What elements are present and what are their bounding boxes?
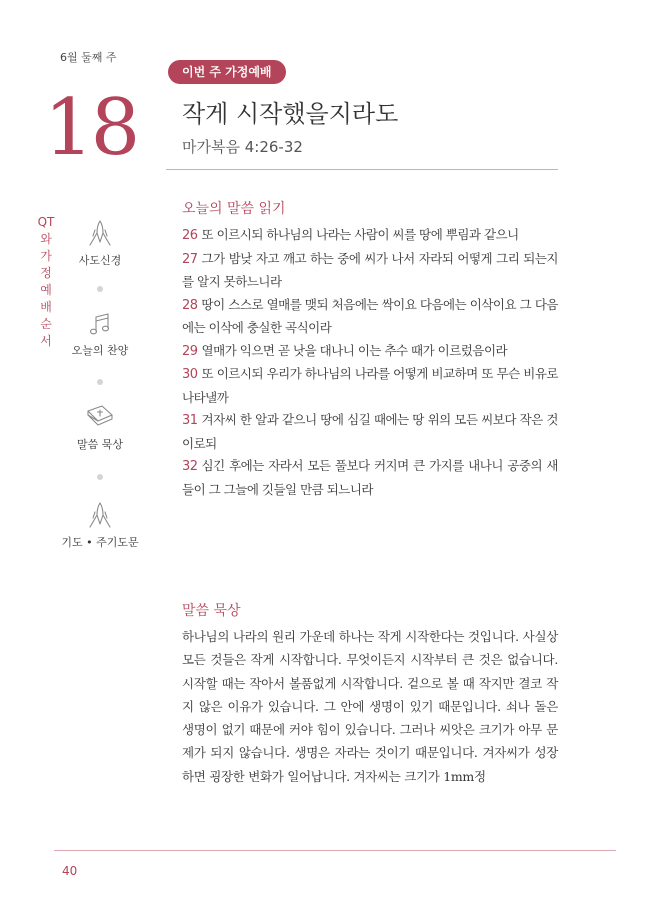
step-dot: [97, 286, 103, 292]
music-note-icon: [87, 310, 113, 338]
footer-divider: [54, 850, 616, 851]
praying-hands-icon: [87, 218, 113, 248]
verse-number: 32: [182, 459, 198, 474]
verse-item: [182, 294, 558, 340]
verse-item: [182, 340, 558, 364]
verse-text: 그가 밤낮 자고 깨고 하는 중에 씨가 나서 자라되 어떻게 그리 되는지를 알지 못하느니라: [182, 250, 558, 289]
verse-text: 또 이르시되 하나님의 나라는 사람이 씨를 땅에 뿌림과 같으니: [201, 227, 519, 242]
step-todays-hymn: [45, 310, 155, 358]
week-label: 6월 둘째 주: [60, 51, 117, 64]
verse-text: 또 이르시되 우리가 하나님의 나라를 어떻게 비교하며 또 무슨 비유로 나타낼까: [182, 366, 558, 405]
reading-heading: 오늘의 말씀 읽기: [182, 201, 286, 217]
bible-book-icon: [84, 402, 116, 432]
verse-item: [182, 248, 558, 294]
verse-number: 26: [182, 228, 198, 243]
verse-number: 30: [182, 367, 198, 382]
verse-item: [182, 409, 558, 455]
verse-text: 겨자씨 한 알과 같으니 땅에 심길 때에는 땅 위의 모든 씨보다 작은 것이로되: [182, 412, 558, 451]
verse-text: 땅이 스스로 열매를 맺되 처음에는 싹이요 다음에는 이삭이요 그 다음에는 이삭에 충실한 곡식이라: [182, 296, 558, 335]
page-title: 작게 시작했을지라도: [182, 100, 399, 128]
verse-list: [182, 224, 558, 501]
step-dot: [97, 474, 103, 480]
verse-number: 27: [182, 251, 198, 267]
step-word-meditation: [45, 402, 155, 452]
scripture-reference: 마가복음 4:26-32: [182, 138, 303, 156]
step-label: 오늘의 찬양: [71, 344, 129, 357]
step-label: 말씀 묵상: [76, 438, 123, 451]
step-apostles-creed: [45, 218, 155, 268]
verse-text: 열매가 익으면 곧 낫을 대나니 이는 추수 때가 이르렀음이라: [201, 342, 508, 358]
meditation-body: 하나님의 나라의 원리 가운데 하나는 작게 시작한다는 것입니다. 사실상 모든 것들은 작게 시작합니다. 무엇이든지 시작부터 큰 것은 없습니다. 시작할 때는 작아서 볼품없게 시작합니다. 겉으로 볼 때 작지만 결코 작지 않은 이유가 있습니다. 그 안에 생명이 있기 때문입니다. 쇠나 돌은 생명이 없기 때문에 커야 힘이 있습니다. 그러나 씨앗은 크기가 아무 문제가 되지 않습니다. 생명은 자라는 것이기 때문입니다. 겨자씨가 성장하면 굉장한 변화가 일어납니다. 겨자씨는 크기가 1mm정: [182, 629, 558, 784]
praying-hands-icon: [87, 500, 113, 530]
step-prayer-lords-prayer: [45, 500, 155, 550]
step-label: 기도 • 주기도문: [61, 536, 139, 549]
page-number: 40: [62, 864, 78, 878]
verse-number: 31: [182, 413, 198, 428]
meditation-heading: 말씀 묵상: [182, 603, 241, 619]
day-number: 18: [44, 83, 138, 173]
sidebar-vertical-label: QT와 가정예배 순서: [37, 215, 55, 348]
verse-item: [182, 224, 558, 248]
verse-item: [182, 455, 558, 501]
verse-number: 29: [182, 343, 198, 359]
step-dot: [97, 379, 103, 385]
verse-number: 28: [182, 297, 198, 313]
header-divider: [166, 169, 558, 170]
family-worship-badge: 이번 주 가정예배: [168, 60, 286, 84]
step-label: 사도신경: [78, 254, 122, 267]
verse-text: 심긴 후에는 자라서 모든 풀보다 커지며 큰 가지를 내나니 공중의 새들이 그 그늘에 깃들일 만큼 되느니라: [182, 458, 558, 497]
verse-item: [182, 363, 558, 409]
